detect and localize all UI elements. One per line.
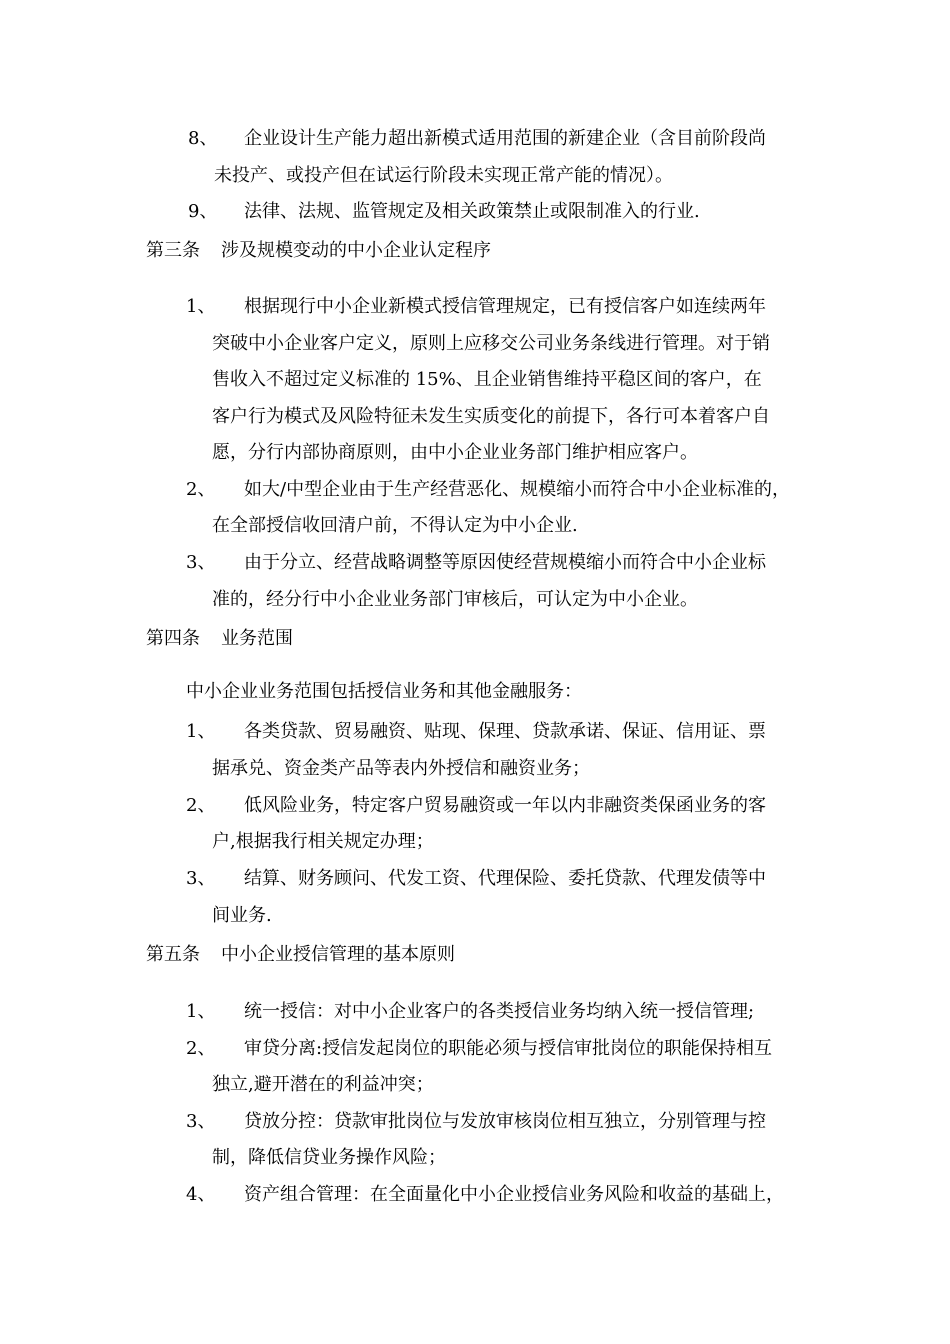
list-number: 2、 <box>186 795 216 816</box>
article-heading-number: 第五条 <box>146 944 200 965</box>
paragraph-line: 法律、法规、监管规定及相关政策禁止或限制准入的行业. <box>244 201 700 222</box>
paragraph-line: 户,根据我行相关规定办理； <box>212 831 434 852</box>
list-number: 9、 <box>188 201 218 222</box>
article-heading-number: 第三条 <box>146 240 200 261</box>
list-number: 1、 <box>186 1001 216 1022</box>
list-number: 4、 <box>186 1184 216 1205</box>
paragraph-line: 结算、财务顾问、代发工资、代理保险、委托贷款、代理发债等中 <box>244 868 766 889</box>
list-number: 1、 <box>186 296 216 317</box>
paragraph-line: 企业设计生产能力超出新模式适用范围的新建企业（含目前阶段尚 <box>244 128 766 149</box>
list-number: 8、 <box>188 128 218 149</box>
paragraph-line: 未投产、或投产但在试运行阶段未实现正常产能的情况）。 <box>214 165 673 186</box>
list-number: 1、 <box>186 721 216 742</box>
article-heading-title: 业务范围 <box>221 628 293 649</box>
list-number: 3、 <box>186 552 216 573</box>
paragraph-line: 低风险业务，特定客户贸易融资或一年以内非融资类保函业务的客 <box>244 795 766 816</box>
paragraph-line: 准的，经分行中小企业业务部门审核后，可认定为中小企业。 <box>212 589 698 610</box>
list-number: 3、 <box>186 868 216 889</box>
paragraph-line: 独立,避开潜在的利益冲突； <box>212 1074 434 1095</box>
paragraph-line: 突破中小企业客户定义，原则上应移交公司业务条线进行管理。对于销 <box>212 333 770 354</box>
paragraph-line: 根据现行中小企业新模式授信管理规定，已有授信客户如连续两年 <box>244 296 766 317</box>
list-number: 3、 <box>186 1111 216 1132</box>
paragraph-line: 中小企业业务范围包括授信业务和其他金融服务： <box>186 681 582 702</box>
paragraph-line: 间业务. <box>212 905 272 926</box>
paragraph-line: 审贷分离:授信发起岗位的职能必须与授信审批岗位的职能保持相互 <box>244 1038 773 1059</box>
paragraph-line: 售收入不超过定义标准的 15%、且企业销售维持平稳区间的客户，在 <box>212 369 762 390</box>
article-heading-title: 涉及规模变动的中小企业认定程序 <box>221 240 491 261</box>
list-number: 2、 <box>186 1038 216 1059</box>
paragraph-line: 贷放分控：贷款审批岗位与发放审核岗位相互独立，分别管理与控 <box>244 1111 766 1132</box>
paragraph-line: 统一授信：对中小企业客户的各类授信业务均纳入统一授信管理; <box>244 1001 755 1022</box>
paragraph-line: 愿，分行内部协商原则，由中小企业业务部门维护相应客户。 <box>212 442 698 463</box>
list-number: 2、 <box>186 479 216 500</box>
article-heading-number: 第四条 <box>146 628 200 649</box>
article-heading-title: 中小企业授信管理的基本原则 <box>221 944 455 965</box>
paragraph-line: 在全部授信收回清户前，不得认定为中小企业. <box>212 515 578 536</box>
paragraph-line: 各类贷款、贸易融资、贴现、保理、贷款承诺、保证、信用证、票 <box>244 721 766 742</box>
paragraph-line: 资产组合管理：在全面量化中小企业授信业务风险和收益的基础上， <box>244 1184 784 1205</box>
paragraph-line: 据承兑、资金类产品等表内外授信和融资业务； <box>212 758 590 779</box>
paragraph-line: 制，降低信贷业务操作风险； <box>212 1147 446 1168</box>
paragraph-line: 客户行为模式及风险特征未发生实质变化的前提下，各行可本着客户自 <box>212 406 770 427</box>
paragraph-line: 由于分立、经营战略调整等原因使经营规模缩小而符合中小企业标 <box>244 552 766 573</box>
paragraph-line: 如大/中型企业由于生产经营恶化、规模缩小而符合中小企业标准的， <box>244 479 791 500</box>
